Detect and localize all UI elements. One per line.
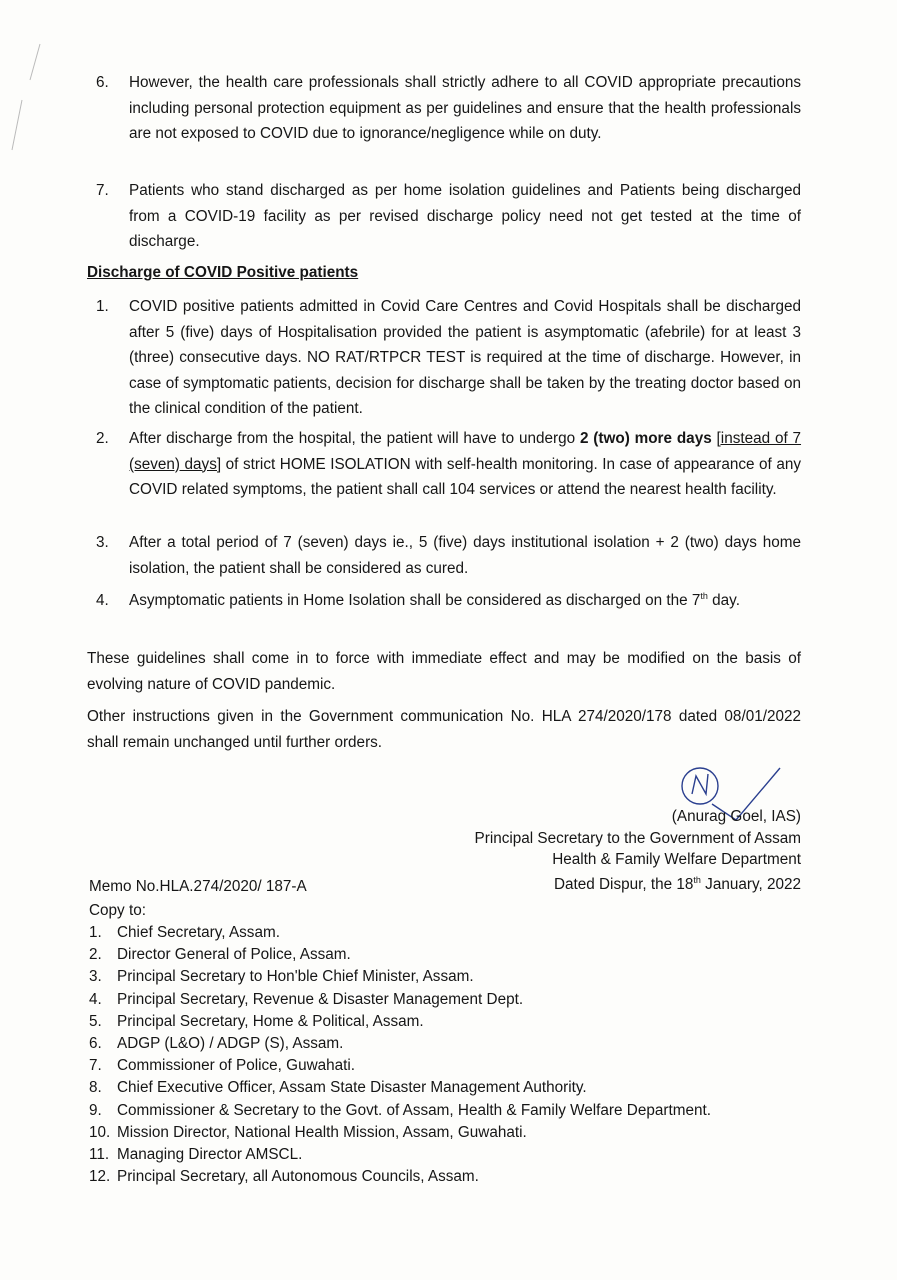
list-item-text: Commissioner & Secretary to the Govt. of Assam, Health & Family Welfare Department. — [117, 1101, 711, 1119]
list-item-text: Principal Secretary to Hon'ble Chief Minister, Assam. — [117, 968, 474, 986]
item-text-sup: th — [700, 590, 708, 601]
list-item — [89, 966, 809, 988]
item-number: 7. — [96, 182, 109, 199]
discharge-item-1 — [96, 294, 801, 422]
item-text: However, the health care professionals shall strictly adhere to all COVID appropriate precautions including personal protection equipment as per guidelines and ensure that the health professionals are not exposed to COVID due to ignorance/negligence while on duty. — [129, 74, 801, 142]
signatory-name: (Anurag Goel, IAS) — [671, 808, 801, 825]
list-item — [89, 944, 809, 966]
list-item-number: 11. — [89, 1145, 110, 1163]
list-item — [89, 1100, 809, 1122]
list-item — [89, 1166, 809, 1188]
list-item — [89, 989, 809, 1011]
discharge-item-3 — [96, 530, 801, 581]
list-item-text: Mission Director, National Health Mission, Assam, Guwahati. — [117, 1123, 527, 1141]
item-number: 2. — [96, 430, 109, 447]
memo-date-post: January, 2022 — [700, 876, 801, 893]
list-item — [89, 922, 809, 944]
list-item-text: Chief Executive Officer, Assam State Disaster Management Authority. — [117, 1079, 587, 1097]
list-item-text: Chief Secretary, Assam. — [117, 924, 280, 941]
section-heading: Discharge of COVID Positive patients — [87, 264, 359, 281]
discharge-item-4 — [96, 588, 801, 614]
item-number: 4. — [96, 592, 109, 609]
copy-list — [89, 922, 809, 1188]
list-item-text: Principal Secretary, all Autonomous Councils, Assam. — [117, 1168, 479, 1186]
memo-number: Memo No.HLA.274/2020/ 187-A — [89, 878, 307, 895]
list-item-number: 10. — [89, 1123, 111, 1141]
list-item-text: Managing Director AMSCL. — [117, 1145, 303, 1163]
memo-date — [554, 876, 801, 894]
item-text — [129, 426, 801, 503]
list-item-number: 7. — [89, 1057, 102, 1075]
list-item — [89, 1033, 809, 1055]
memo-date-sup: th — [693, 874, 701, 885]
item-text: COVID positive patients admitted in Covid Care Centres and Covid Hospitals shall be discharged after 5 (five) days of Hospitalisation provided the patient is asymptomatic (afebrile) for at least 3 (three) consecutive days. NO RAT/RTPCR TEST is required at the time of discharge. However, in case of symptomatic patients, decision for discharge shall be taken by the treating doctor based on the clinical condition of the patient. — [129, 298, 801, 417]
item-number: 1. — [96, 298, 109, 315]
list-item — [89, 1011, 809, 1033]
list-item-number: 4. — [89, 990, 102, 1008]
list-item-number: 6. — [89, 1034, 102, 1052]
effect-paragraph: These guidelines shall come in to force with immediate effect and may be modified on the basis of evolving nature of COVID pandemic. — [87, 650, 801, 693]
guideline-item-7 — [96, 178, 801, 255]
list-item — [89, 1055, 809, 1077]
item-text-pre: After discharge from the hospital, the patient will have to undergo — [129, 430, 580, 447]
item-text — [129, 588, 801, 614]
item-text-bold: 2 (two) more days — [579, 430, 712, 447]
instructions-paragraph: Other instructions given in the Government communication No. HLA 274/2020/178 dated 08/01/2022 shall remain unchanged until further orders. — [87, 708, 801, 751]
list-item — [89, 1144, 809, 1166]
list-item-text: Principal Secretary, Revenue & Disaster Management Dept. — [117, 990, 524, 1008]
discharge-item-2 — [96, 426, 801, 503]
list-item-text: ADGP (L&O) / ADGP (S), Assam. — [117, 1034, 344, 1052]
item-text: After a total period of 7 (seven) days ie., 5 (five) days institutional isolation + 2 (two) days home isolation, the patient shall be considered as cured. — [129, 534, 801, 577]
list-item-text: Principal Secretary, Home & Political, Assam. — [117, 1012, 424, 1030]
list-item-number: 5. — [89, 1012, 102, 1030]
item-number: 6. — [96, 74, 109, 91]
item-number: 3. — [96, 534, 109, 551]
item-text-post: of strict HOME ISOLATION with self-health monitoring. In case of appearance of any COVID related symptoms, the patient shall call 104 services or attend the nearest health facility. — [129, 455, 801, 498]
signatory-designation: Principal Secretary to the Government of Assam — [474, 829, 801, 847]
margin-scratch-mark — [0, 40, 60, 160]
list-item-text: Commissioner of Police, Guwahati. — [117, 1057, 356, 1075]
item-text-post: day. — [707, 592, 740, 609]
guideline-item-6 — [96, 70, 801, 147]
list-item-number: 9. — [89, 1101, 102, 1119]
memo-date-pre: Dated Dispur, the 18 — [553, 876, 694, 893]
list-item-number: 2. — [89, 946, 102, 964]
item-text: Patients who stand discharged as per home isolation guidelines and Patients being discharged from a COVID-19 facility as per revised discharge policy need not get tested at the time of discharge. — [129, 182, 801, 250]
signatory-block — [475, 806, 801, 871]
list-item-text: Director General of Police, Assam. — [117, 946, 351, 964]
item-text-pre: Asymptomatic patients in Home Isolation shall be considered as discharged on the 7 — [129, 592, 701, 609]
list-item — [89, 1077, 809, 1099]
list-item-number: 3. — [89, 968, 102, 986]
item-text-underlined: [instead of 7 (seven) days] — [129, 430, 802, 473]
list-item-number: 1. — [89, 924, 102, 941]
signatory-department: Health & Family Welfare Department — [552, 851, 801, 868]
list-item-number: 12. — [89, 1168, 111, 1186]
list-item-number: 8. — [89, 1079, 102, 1097]
list-item — [89, 1122, 809, 1144]
copy-to-label: Copy to: — [89, 902, 146, 919]
